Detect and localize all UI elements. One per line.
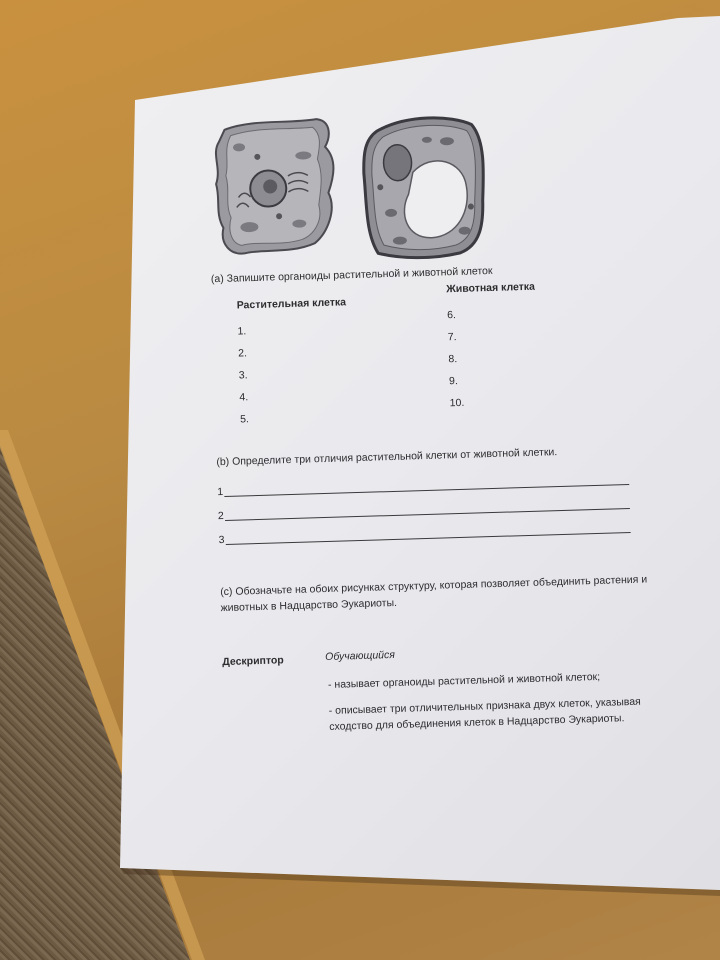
descriptor-label: Дескриптор (222, 654, 284, 669)
plant-cell-header: Растительная клетка (236, 296, 347, 312)
question-b-prompt: (b) Определите три отличия растительной клетки от животной клетки. (216, 446, 558, 469)
question-a-prompt: (а) Запишите органоиды растительной и животной клеток (210, 264, 493, 286)
descriptor-subject: Обучающийся (325, 648, 396, 664)
animal-cell-header: Животная клетка (446, 280, 536, 296)
plant-item: 5. (239, 413, 250, 426)
descriptor-item: - называет органоиды растительной и животной клеток; (327, 670, 601, 691)
animal-item: 8. (448, 353, 458, 366)
answer-line-number: 1 (217, 486, 224, 499)
plant-item: 4. (239, 391, 249, 404)
descriptor-item: сходство для объединения клеток в Надцарство Эукариоты. (329, 712, 625, 733)
worksheet-content (150, 63, 720, 859)
plant-cell-illustration (362, 116, 486, 259)
answer-line (225, 508, 630, 521)
answer-line (226, 532, 631, 545)
animal-item: 9. (448, 375, 459, 388)
plant-item: 2. (237, 347, 248, 360)
answer-line-number: 2 (217, 510, 224, 523)
animal-item: 7. (447, 331, 457, 344)
animal-item: 10. (449, 396, 465, 410)
answer-line-number: 3 (218, 533, 225, 547)
question-c-prompt-line2: животных в Надцарство Эукариоты. (220, 596, 398, 615)
animal-cell-illustration (214, 119, 336, 255)
question-c-prompt-line1: (с) Обозначьте на обоих рисунках структуру, которая позволяет объединить растения и (220, 573, 648, 599)
plant-item: 1. (237, 325, 247, 338)
plant-item: 3. (238, 369, 248, 382)
animal-item: 6. (446, 309, 457, 322)
answer-line (224, 484, 629, 497)
descriptor-item: - описывает три отличительных признака двух клеток, указывая (328, 695, 641, 717)
cell-illustrations (206, 109, 510, 268)
